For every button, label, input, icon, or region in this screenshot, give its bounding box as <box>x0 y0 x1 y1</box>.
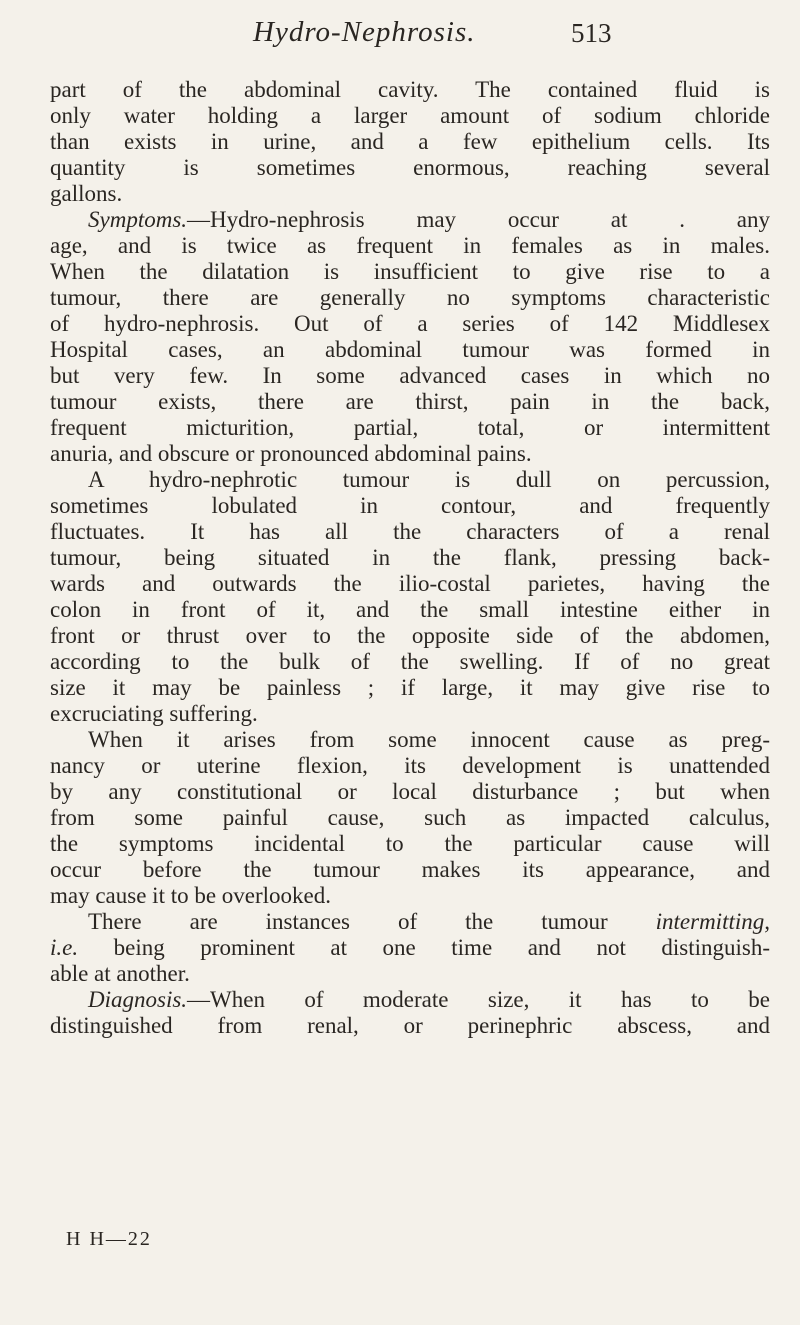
text-line: tumour exists, there are thirst, pain in the back, <box>50 389 770 414</box>
body-text <box>50 77 770 1039</box>
text-span: There are instances of the tumour <box>88 909 656 934</box>
text-line: than exists in urine, and a few epithelium cells. Its <box>50 129 770 154</box>
text-line: according to the bulk of the swelling. If of no great <box>50 649 770 674</box>
text-line: age, and is twice as frequent in females as in males. <box>50 233 770 258</box>
text-line: of hydro-nephrosis. Out of a series of 142 Middlesex <box>50 311 770 336</box>
italic-term: intermitting, <box>655 909 770 934</box>
text-line: may cause it to be overlooked. <box>50 883 332 908</box>
text-line: able at another. <box>50 961 190 986</box>
text-line: gallons. <box>50 181 123 206</box>
text-line: anuria, and obscure or pronounced abdominal pains. <box>50 441 532 466</box>
diagnosis-heading: Diagnosis. <box>88 987 188 1012</box>
text-line: but very few. In some advanced cases in which no <box>50 363 770 388</box>
text-line: fluctuates. It has all the characters of a renal <box>50 519 770 544</box>
text-line: only water holding a larger amount of sodium chloride <box>50 103 770 128</box>
text-line: excruciating suffering. <box>50 701 258 726</box>
text-line: by any constitutional or local disturbance ; but when <box>50 779 770 804</box>
text-line: from some painful cause, such as impacted calculus, <box>50 805 770 830</box>
text-line: distinguished from renal, or perinephric abscess, and <box>50 1013 770 1038</box>
text-line: tumour, there are generally no symptoms characteristic <box>50 285 770 310</box>
text-line: colon in front of it, and the small intestine either in <box>50 597 770 622</box>
text-line: size it may be painless ; if large, it may give rise to <box>50 675 770 700</box>
text-line: part of the abdominal cavity. The contained fluid is <box>50 77 770 102</box>
signature-mark: H H—22 <box>66 1228 152 1250</box>
text-line: front or thrust over to the opposite side of the abdomen, <box>50 623 770 648</box>
text-line: Hospital cases, an abdominal tumour was formed in <box>50 337 770 362</box>
text-line: A hydro-nephrotic tumour is dull on percussion, <box>88 467 770 492</box>
symptoms-paragraph-start <box>50 207 770 233</box>
italic-abbreviation: i.e. <box>50 935 79 960</box>
running-head: Hydro-Nephrosis. <box>253 16 476 48</box>
text-line: occur before the tumour makes its appearance, and <box>50 857 770 882</box>
page-number: 513 <box>571 18 612 48</box>
intermitting-paragraph-start <box>50 909 770 935</box>
text-line: the symptoms incidental to the particular cause will <box>50 831 770 856</box>
text-line: nancy or uterine flexion, its development is unattended <box>50 753 770 778</box>
diagnosis-paragraph-start <box>50 987 770 1013</box>
text-line: sometimes lobulated in contour, and frequently <box>50 493 770 518</box>
text-line <box>50 935 770 961</box>
page-header <box>0 14 800 58</box>
text-line: quantity is sometimes enormous, reaching several <box>50 155 770 180</box>
text-line: When it arises from some innocent cause as preg- <box>88 727 770 752</box>
text-span: —Hydro-nephrosis may occur at . any <box>187 207 770 232</box>
text-span: being prominent at one time and not distinguish- <box>78 935 770 960</box>
text-line: When the dilatation is insufficient to give rise to a <box>50 259 770 284</box>
text-line: frequent micturition, partial, total, or intermittent <box>50 415 770 440</box>
text-line: wards and outwards the ilio-costal parietes, having the <box>50 571 770 596</box>
text-line: tumour, being situated in the flank, pressing back- <box>50 545 770 570</box>
text-span: —When of moderate size, it has to be <box>187 987 770 1012</box>
symptoms-heading: Symptoms. <box>88 207 188 232</box>
